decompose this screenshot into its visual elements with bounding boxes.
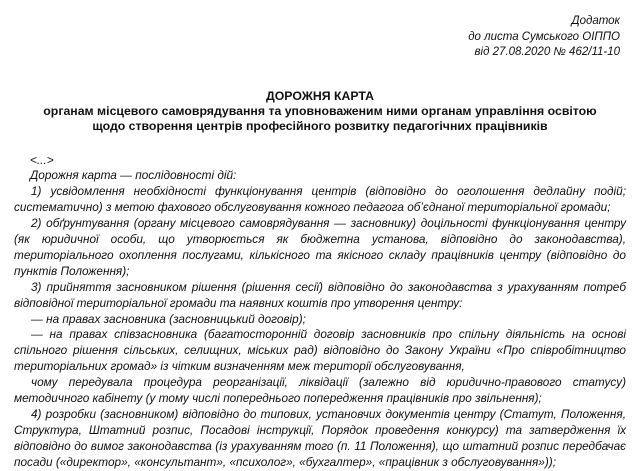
appendix-letter-ref: до листа Сумського ОІППО [468, 30, 620, 43]
appendix-header [14, 14, 626, 61]
appendix-date-number: від 27.08.2020 № 462/11-10 [474, 46, 620, 58]
list-item-3: 3) прийняття засновником рішення (рішення сесії) відповідно до законодавства з урахуванням потреб відповідної територіальної громади та наявних коштів про утворення центру: [14, 279, 626, 310]
list-item-3-option-cofounder: — на правах співзасновника (багатосторонній договір засновників про спільну діяльність на основі спільного рішення сільських, селищних, міських рад) відповідно до Закону України «Про співробітництво територіальних громад» із чітким визначенням меж території обслуговування, [14, 327, 626, 374]
intro-paragraph: Дорожня карта — послідовності дій: [30, 168, 237, 183]
title-subtitle-line1: органам місцевого самоврядування та уповноваженим ними органам управління освітою [43, 103, 597, 118]
document-title [14, 89, 626, 134]
list-item-3-option-founder: — на правах засновника (засновницький договір); [31, 311, 306, 326]
title-heading: ДОРОЖНЯ КАРТА [265, 88, 375, 103]
list-item-2: 2) обґрунтування (органу місцевого самоврядування — засновнику) доцільності функціонування центру (як юридичної особи, що утворюється як бюджетна установа, відповідно до законодавства), територіального охоплення послугами, кількісного та якісного складу працівників центру (відповідно до пунктів Положення); [14, 216, 626, 278]
document-body [14, 153, 626, 471]
list-item-1: 1) усвідомлення необхідності функціонування центрів (відповідно до оголошення дедлайну подій; систематично) з метою фахового обслуговування кожного педагога об’єднаної територіальної громади; [14, 184, 626, 215]
title-subtitle-line2: щодо створення центрів професійного розвитку педагогічних працівників [92, 118, 548, 133]
omission-mark: <...> [30, 152, 54, 167]
list-item-3-continuation: чому передувала процедура реорганізації, ліквідації (залежно від юридично-правового статусу) методичного кабінету (у тому числі попереднього попередження працівників про звільнення); [14, 375, 626, 406]
appendix-label: Додаток [571, 15, 620, 27]
list-item-4: 4) розробки (засновником) відповідно до типових, установчих документів центру (Статут, Положення, Структура, Штатний розпис, Посадові інструкції, Порядок проведення конкурсу) та затвердження їх відповідно до вимог законодавства (із урахуванням того (п. 11 Положення), що штатний розпис передбачає посади («директор», «консультант», «психолог», «бухгалтер», «працівник з обслуговування»)); [14, 407, 626, 469]
